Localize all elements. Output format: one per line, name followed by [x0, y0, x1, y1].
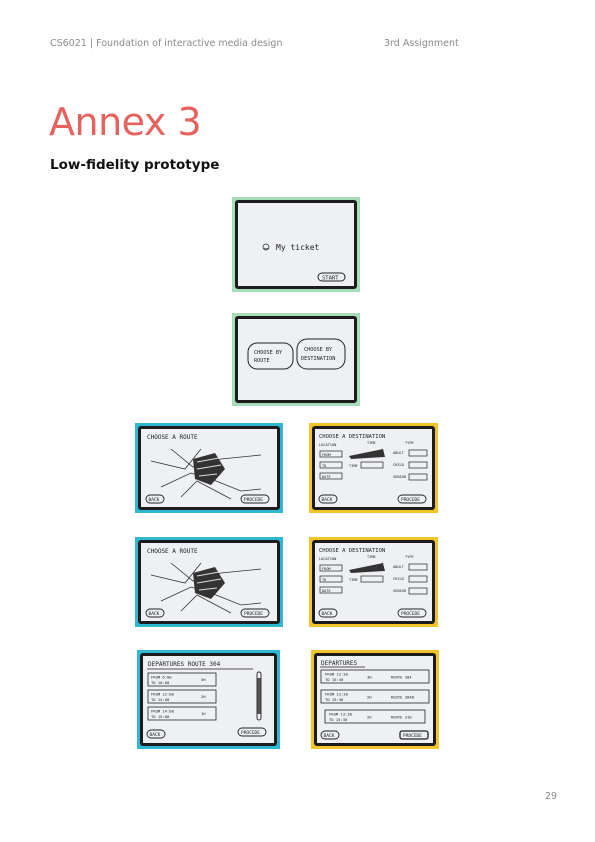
choose-screen-drawing [238, 319, 354, 400]
svg-text:BACK: BACK [149, 733, 161, 738]
svg-text:BACK: BACK [321, 498, 333, 503]
svg-text:TIME: TIME [349, 578, 358, 582]
svg-text:TO 15:30: TO 15:30 [325, 697, 344, 702]
destination-button-label-1: CHOOSE BY [304, 347, 333, 353]
sketch-destination-2 [309, 537, 438, 627]
svg-text:3H: 3H [367, 674, 372, 680]
app-logo-text: My ticket [276, 243, 320, 252]
svg-text:TO: TO [322, 464, 327, 468]
svg-text:PROCEDE: PROCEDE [403, 734, 422, 739]
svg-text:FROM: FROM [322, 453, 331, 457]
date-scribble [349, 449, 385, 459]
route-button-label-2: ROUTE [254, 358, 270, 364]
route-proceed-label: PROCEDE [244, 498, 263, 503]
svg-text:2H: 2H [201, 694, 206, 699]
svg-text:ADULT: ADULT [393, 451, 404, 455]
svg-text:TYPE: TYPE [405, 441, 414, 445]
route-back-label: BACK [148, 498, 160, 503]
svg-text:2H: 2H [367, 714, 372, 720]
svg-text:TO 15:30: TO 15:30 [325, 677, 344, 682]
svg-text:ROUTE 304B: ROUTE 304B [391, 694, 414, 700]
destination-drawing-2 [315, 543, 432, 621]
destination-button-label-2: DESTINATION [301, 356, 336, 362]
departures-route-heading: DEPARTURES ROUTE 304 [148, 661, 221, 668]
svg-text:1H: 1H [201, 711, 206, 716]
svg-text:CHILD: CHILD [393, 463, 404, 467]
svg-text:TIME: TIME [367, 555, 376, 559]
svg-text:TIME: TIME [367, 441, 376, 445]
route-button-label-1: CHOOSE BY [254, 350, 283, 356]
svg-text:2H: 2H [367, 694, 372, 700]
header-assignment: 3rd Assignment [384, 38, 459, 49]
svg-text:DATE: DATE [322, 589, 331, 593]
svg-text:PROCEDE: PROCEDE [241, 731, 260, 736]
page-title: Annex 3 [49, 100, 202, 144]
svg-text:LOCATION: LOCATION [319, 443, 337, 447]
start-button-label: START [322, 275, 339, 282]
svg-text:FROM 13:30: FROM 13:30 [329, 711, 352, 717]
svg-text:TIME: TIME [349, 464, 358, 468]
header-course: CS6021 | Foundation of interactive media design [50, 38, 283, 49]
svg-text:FROM: FROM [322, 567, 331, 571]
route-button-outline [248, 343, 293, 369]
svg-text:TO 15:30: TO 15:30 [329, 717, 348, 722]
route-map-heading: CHOOSE A ROUTE [147, 434, 198, 441]
svg-text:ROUTE 304: ROUTE 304 [391, 674, 412, 680]
sketch-route-map-1 [135, 423, 283, 513]
sketch-choose-screen [232, 313, 360, 406]
route-map-drawing-2 [141, 543, 277, 621]
route-map-heading: CHOOSE A ROUTE [147, 548, 198, 555]
svg-text:SENIOR: SENIOR [393, 589, 406, 593]
svg-text:TYPE: TYPE [405, 555, 414, 559]
route-back-label: BACK [148, 612, 160, 617]
svg-text:LOCATION: LOCATION [319, 557, 337, 561]
svg-text:FROM 13:30: FROM 13:30 [325, 691, 348, 697]
page-number: 29 [545, 791, 558, 802]
route-proceed-label: PROCEDE [244, 612, 263, 617]
svg-text:CHILD: CHILD [393, 577, 404, 581]
svg-text:TO 15:00: TO 15:00 [151, 714, 170, 719]
date-scribble [349, 563, 385, 573]
route-map-drawing-1 [141, 429, 277, 507]
svg-text:TO: TO [322, 578, 327, 582]
departures-list-drawing [317, 656, 433, 743]
svg-text:PROCEDE: PROCEDE [401, 498, 420, 503]
svg-text:SENIOR: SENIOR [393, 475, 406, 479]
svg-text:DATE: DATE [322, 475, 331, 479]
sketch-route-map-2 [135, 537, 283, 627]
svg-text:5H: 5H [201, 677, 206, 682]
destination-drawing-1 [315, 429, 432, 507]
svg-text:ROUTE 310: ROUTE 310 [391, 714, 412, 720]
sketch-destination-1 [309, 423, 438, 513]
svg-text:ADULT: ADULT [393, 565, 404, 569]
departures-list-heading: DEPARTURES [321, 660, 358, 667]
svg-text:FROM 14:00: FROM 14:00 [151, 708, 174, 714]
svg-text:TO 14:00: TO 14:00 [151, 697, 170, 702]
svg-text:FROM 12:00: FROM 12:00 [151, 691, 174, 697]
svg-text:FROM 6:00: FROM 6:00 [151, 674, 172, 680]
svg-text:PROCEDE: PROCEDE [401, 612, 420, 617]
destination-heading: CHOOSE A DESTINATION [319, 548, 386, 554]
svg-text:BACK: BACK [321, 612, 333, 617]
section-subtitle: Low-fidelity prototype [50, 157, 220, 173]
start-screen-drawing [238, 203, 354, 286]
sketch-departures-list [311, 650, 439, 749]
svg-text:FROM 12:30: FROM 12:30 [325, 671, 348, 677]
sketch-start-screen [232, 197, 360, 292]
destination-heading: CHOOSE A DESTINATION [319, 434, 386, 440]
departures-route-drawing [143, 656, 274, 743]
svg-text:TO 10:00: TO 10:00 [151, 680, 170, 685]
sketch-departures-route [137, 650, 280, 749]
destination-button-outline [297, 339, 345, 369]
svg-text:BACK: BACK [323, 734, 335, 739]
